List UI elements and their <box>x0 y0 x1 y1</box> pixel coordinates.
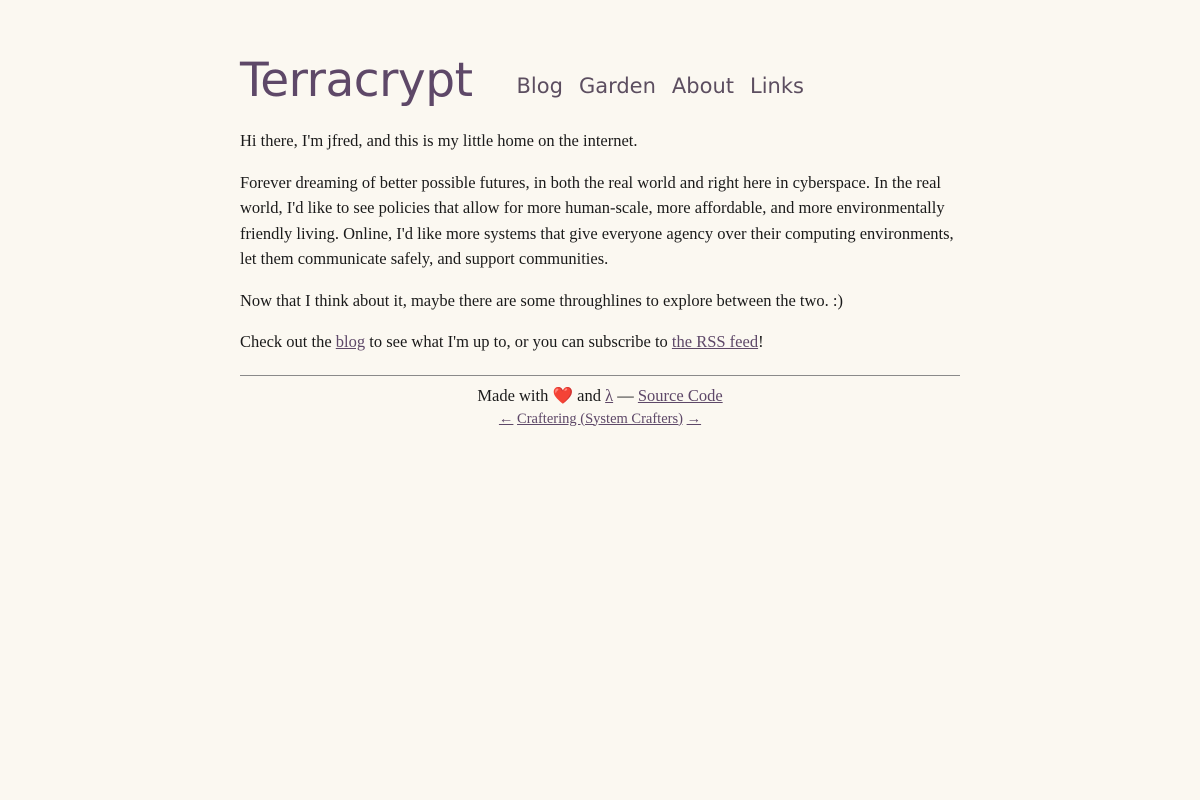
and-text: and <box>573 385 606 405</box>
webring-next-link[interactable]: → <box>686 410 702 427</box>
nav-item-garden[interactable]: Garden <box>578 74 656 98</box>
site-footer <box>240 384 960 430</box>
main-nav <box>517 74 820 104</box>
blog-link[interactable]: blog <box>335 332 366 351</box>
rss-feed-link[interactable]: the RSS feed <box>671 332 759 351</box>
webring-prev-link[interactable]: ← <box>498 410 514 427</box>
nav-item-links[interactable]: Links <box>750 74 804 98</box>
cta-prefix: Check out the <box>240 332 336 351</box>
heart-icon: ❤️ <box>552 385 574 405</box>
webring-name-link[interactable]: Craftering (System Crafters) <box>517 410 683 427</box>
footer-divider <box>240 375 960 376</box>
cta-middle: to see what I'm up to, or you can subscribe to <box>365 332 672 351</box>
nav-item-blog[interactable]: Blog <box>516 74 563 98</box>
dash-text: — <box>613 385 638 405</box>
throughlines-paragraph: Now that I think about it, maybe there are some throughlines to explore between the two. :) <box>240 290 843 310</box>
dream-paragraph: Forever dreaming of better possible futures, in both the real world and right here in cyberspace. In the real world, I'd like to see policies that allow for more human-scale, more affordable, and more environmentally friendly living. Online, I'd like more systems that give everyone agency over their computing environments, let them communicate safely, and support communities. <box>240 172 954 268</box>
nav-item-about[interactable]: About <box>671 74 734 98</box>
intro-paragraph: Hi there, I'm jfred, and this is my little home on the internet. <box>240 131 638 150</box>
webring <box>240 408 960 430</box>
cta-paragraph <box>240 329 960 355</box>
made-with-text: Made with <box>477 385 553 405</box>
main-content <box>240 128 960 355</box>
footer-credits <box>240 384 960 408</box>
page-container <box>240 0 960 430</box>
source-code-link[interactable]: Source Code <box>637 385 723 405</box>
site-header <box>240 0 960 108</box>
lambda-link[interactable]: λ <box>605 385 614 405</box>
cta-suffix: ! <box>758 332 764 351</box>
site-title-link[interactable]: Terracrypt <box>240 53 473 108</box>
